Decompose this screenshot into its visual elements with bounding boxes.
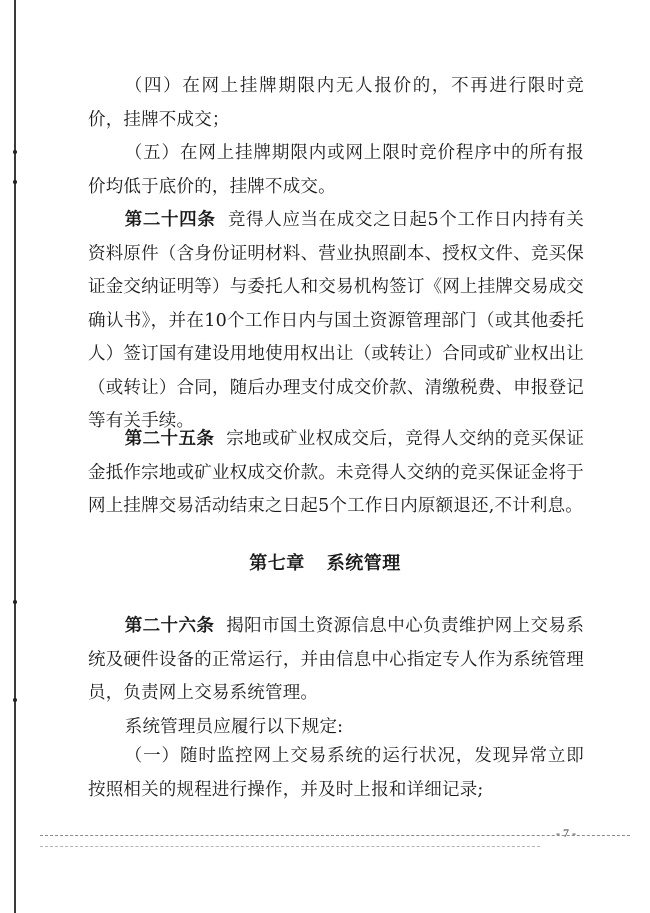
paragraph-item-4: （四）在网上挂牌期限内无人报价的，不再进行限时竞价，挂牌不成交； <box>88 76 584 130</box>
footer-divider <box>40 846 540 847</box>
article-25 <box>88 423 584 524</box>
article-26 <box>88 610 584 711</box>
article-26-label: 第二十六条 <box>124 616 215 636</box>
chapter-heading <box>0 549 650 575</box>
article-24 <box>88 204 584 439</box>
chapter-title: 系统管理 <box>326 553 401 574</box>
duties-intro: 系统管理员应履行以下规定: <box>124 717 344 737</box>
duty-item-1: （一）随时监控网上交易系统的运行状况，发现异常立即按照相关的规程进行操作，并及时上报和详细记录; <box>88 746 584 800</box>
binding-hole <box>13 150 17 154</box>
binding-hole <box>13 180 17 184</box>
chapter-number: 第七章 <box>249 553 305 574</box>
footer-divider <box>40 835 630 836</box>
article-26-text: 揭阳市国土资源信息中心负责维护网上交易系统及硬件设备的正常运行，并由信息中心指定专人作为系统管理员，负责网上交易系统管理。 <box>88 616 585 703</box>
paragraph-item-5: （五）在网上挂牌期限内或网上限时竞价程序中的所有报价均低于底价的，挂牌不成交。 <box>88 143 584 197</box>
binding-hole <box>13 698 17 702</box>
article-24-text: 竞得人应当在成交之日起5个工作日内持有关资料原件（含身份证明材料、营业执照副本、授权文件、竞买保证金交纳证明等）与委托人和交易机构签订《网上挂牌交易成交确认书》，并在10个工作日内与国土资源管理部门（或其他委托人）签订国有建设用地使用权出让（或转让）合同或矿业权出让（或转让）合同，随后办理支付成交价款、清缴税费、申报登记等有关手续。 <box>88 210 584 431</box>
binding-hole <box>13 600 17 604</box>
page-number: - 7 - <box>556 826 576 840</box>
article-25-text: 宗地或矿业权成交后，竞得人交纳的竞买保证金抵作宗地或矿业权成交价款。未竞得人交纳的竞买保证金将于网上挂牌交易活动结束之日起5个工作日内原额退还,不计利息。 <box>88 429 585 516</box>
binding-edge-line <box>14 0 16 913</box>
article-24-label: 第二十四条 <box>124 210 216 230</box>
article-25-label: 第二十五条 <box>124 429 215 449</box>
